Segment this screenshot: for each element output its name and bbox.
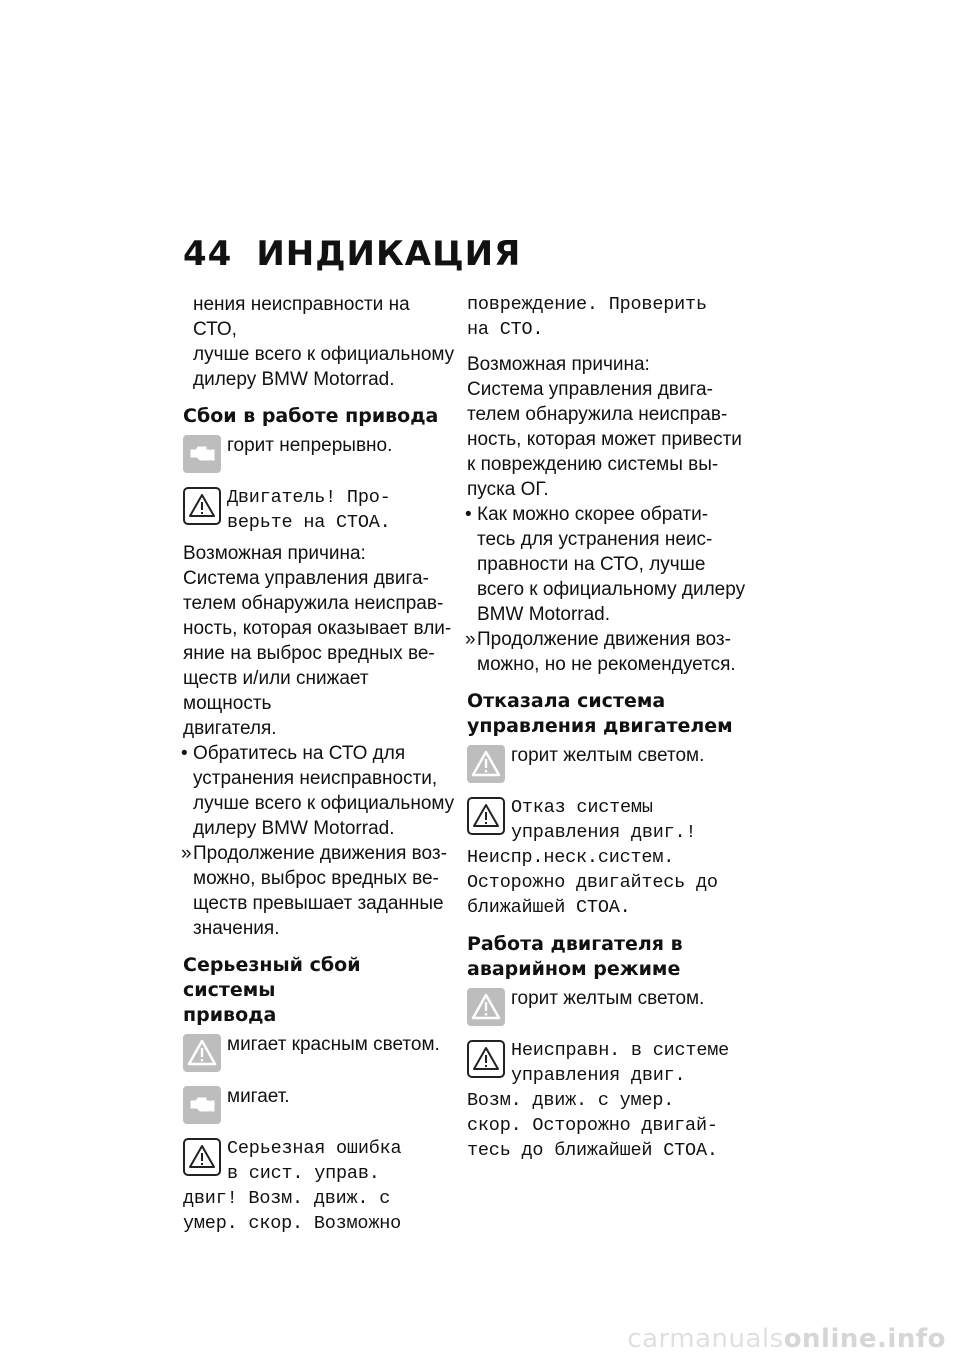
indicator-text: горит желтым светом. bbox=[511, 988, 705, 1009]
section-heading-engine-control-failure bbox=[467, 689, 752, 739]
text-line: Как можно скорее обрати- bbox=[477, 504, 709, 525]
watermark-prefix: carmanuals bbox=[627, 1324, 784, 1354]
display-line: Возм. движ. с умер. bbox=[467, 1090, 675, 1111]
warning-triangle-icon bbox=[183, 1034, 221, 1077]
display-line: Серьезная ошибка bbox=[227, 1138, 402, 1159]
display-message bbox=[467, 795, 752, 920]
heading-line: привода bbox=[183, 1004, 277, 1026]
text-line: тесь для устранения неис- bbox=[477, 529, 713, 550]
result-mark: » bbox=[181, 843, 192, 864]
text-line: правности на СТО, лучше bbox=[477, 554, 706, 575]
display-line: двиг! Возм. движ. с bbox=[183, 1188, 391, 1209]
warning-triangle-outline-icon bbox=[467, 1040, 505, 1083]
indicator-row bbox=[467, 986, 752, 1030]
text-line: можно, но не рекомендуется. bbox=[477, 654, 736, 675]
display-line: умер. скор. Возможно bbox=[183, 1213, 402, 1234]
text-line: телем обнаружила неисправ- bbox=[183, 593, 444, 614]
warning-triangle-icon bbox=[467, 745, 505, 788]
indicator-row bbox=[467, 743, 752, 787]
heading-line: Отказала система bbox=[467, 690, 666, 712]
display-line: управления двиг. bbox=[511, 1065, 686, 1086]
cause-label: Возможная причина: bbox=[467, 354, 650, 375]
warning-triangle-icon bbox=[467, 988, 505, 1031]
engine-warning-icon bbox=[183, 435, 221, 478]
display-line: управления двиг.! bbox=[511, 822, 697, 843]
intro-text bbox=[183, 292, 455, 392]
section-heading-serious-fault bbox=[183, 953, 455, 1028]
text-line: значения. bbox=[193, 918, 280, 939]
result-item bbox=[467, 627, 752, 677]
indicator-text: горит непрерывно. bbox=[227, 435, 393, 456]
text-line: нения неисправности на СТО, bbox=[193, 294, 410, 340]
engine-warning-icon bbox=[183, 1086, 221, 1129]
text-line: яние на выброс вредных ве- bbox=[183, 643, 435, 664]
text-line: Продолжение движения воз- bbox=[477, 629, 731, 650]
display-line: Неиспр.неск.систем. bbox=[467, 847, 675, 868]
heading-line: Серьезный сбой системы bbox=[183, 954, 361, 1001]
text-line: телем обнаружила неисправ- bbox=[467, 404, 728, 425]
text-line: Обратитесь на СТО для bbox=[193, 743, 406, 764]
display-line: скор. Осторожно двигай- bbox=[467, 1115, 718, 1136]
section-title: ИНДИКАЦИЯ bbox=[256, 234, 522, 274]
text-line: BMW Motorrad. bbox=[477, 604, 611, 625]
left-column bbox=[183, 292, 455, 1242]
text-line: двигателя. bbox=[183, 718, 277, 739]
text-line: устранения неисправности, bbox=[193, 768, 438, 789]
text-line: лучше всего к официальному bbox=[193, 344, 455, 365]
text-line: всего к официальному дилеру bbox=[477, 579, 746, 600]
text-line: Система управления двига- bbox=[467, 379, 713, 400]
text-line: Система управления двига- bbox=[183, 568, 429, 589]
display-message bbox=[183, 485, 455, 535]
display-line: Отказ системы bbox=[511, 797, 653, 818]
indicator-row bbox=[183, 433, 455, 477]
warning-triangle-outline-icon bbox=[467, 797, 505, 840]
text-line: Продолжение движения воз- bbox=[193, 843, 447, 864]
section-heading-emergency-mode bbox=[467, 932, 752, 982]
display-line: тесь до ближайшей СТОА. bbox=[467, 1140, 718, 1161]
heading-line: аварийном режиме bbox=[467, 958, 681, 980]
display-line: верьте на СТОА. bbox=[227, 512, 391, 533]
text-line: к повреждению системы вы- bbox=[467, 454, 719, 475]
text-line: ществ и/или снижает мощность bbox=[183, 668, 369, 714]
watermark bbox=[627, 1324, 946, 1354]
display-message bbox=[467, 1038, 752, 1163]
indicator-row bbox=[183, 1032, 455, 1076]
indicator-text: горит желтым светом. bbox=[511, 745, 705, 766]
display-line: в сист. управ. bbox=[227, 1163, 380, 1184]
display-line: Неисправн. в системе bbox=[511, 1040, 730, 1061]
text-line: ность, которая оказывает вли- bbox=[183, 618, 452, 639]
display-line: на СТО. bbox=[467, 319, 544, 340]
text-line: дилеру BMW Motorrad. bbox=[193, 818, 395, 839]
display-line: Осторожно двигайтесь до bbox=[467, 872, 718, 893]
bullet-mark: • bbox=[181, 743, 188, 764]
indicator-row bbox=[183, 1084, 455, 1128]
indicator-text: мигает красным светом. bbox=[227, 1034, 440, 1055]
section-heading-drive-fault: Сбои в работе привода bbox=[183, 405, 439, 427]
display-message bbox=[183, 1136, 455, 1236]
display-line: ближайшей СТОА. bbox=[467, 897, 631, 918]
warning-triangle-outline-icon bbox=[183, 487, 221, 530]
display-line: Двигатель! Про- bbox=[227, 487, 391, 508]
heading-line: Работа двигателя в bbox=[467, 933, 683, 955]
indicator-text: мигает. bbox=[227, 1086, 290, 1107]
bullet-item bbox=[183, 741, 455, 841]
result-mark: » bbox=[465, 629, 476, 650]
page-number: 44 bbox=[183, 234, 233, 274]
page-header bbox=[183, 234, 521, 274]
right-column bbox=[467, 292, 752, 1169]
text-line: дилеру BMW Motorrad. bbox=[193, 369, 395, 390]
watermark-suffix: online.info bbox=[783, 1324, 946, 1354]
bullet-mark: • bbox=[465, 504, 472, 525]
text-line: ность, которая может привести bbox=[467, 429, 742, 450]
display-line: повреждение. Проверить bbox=[467, 294, 707, 315]
bullet-item bbox=[467, 502, 752, 627]
text-line: лучше всего к официальному bbox=[193, 793, 455, 814]
cause-label: Возможная причина: bbox=[183, 543, 366, 564]
text-line: можно, выброс вредных ве- bbox=[193, 868, 439, 889]
result-item bbox=[183, 841, 455, 941]
text-line: пуска ОГ. bbox=[467, 479, 549, 500]
heading-line: управления двигателем bbox=[467, 715, 733, 737]
warning-triangle-outline-icon bbox=[183, 1138, 221, 1181]
text-line: ществ превышает заданные bbox=[193, 893, 444, 914]
